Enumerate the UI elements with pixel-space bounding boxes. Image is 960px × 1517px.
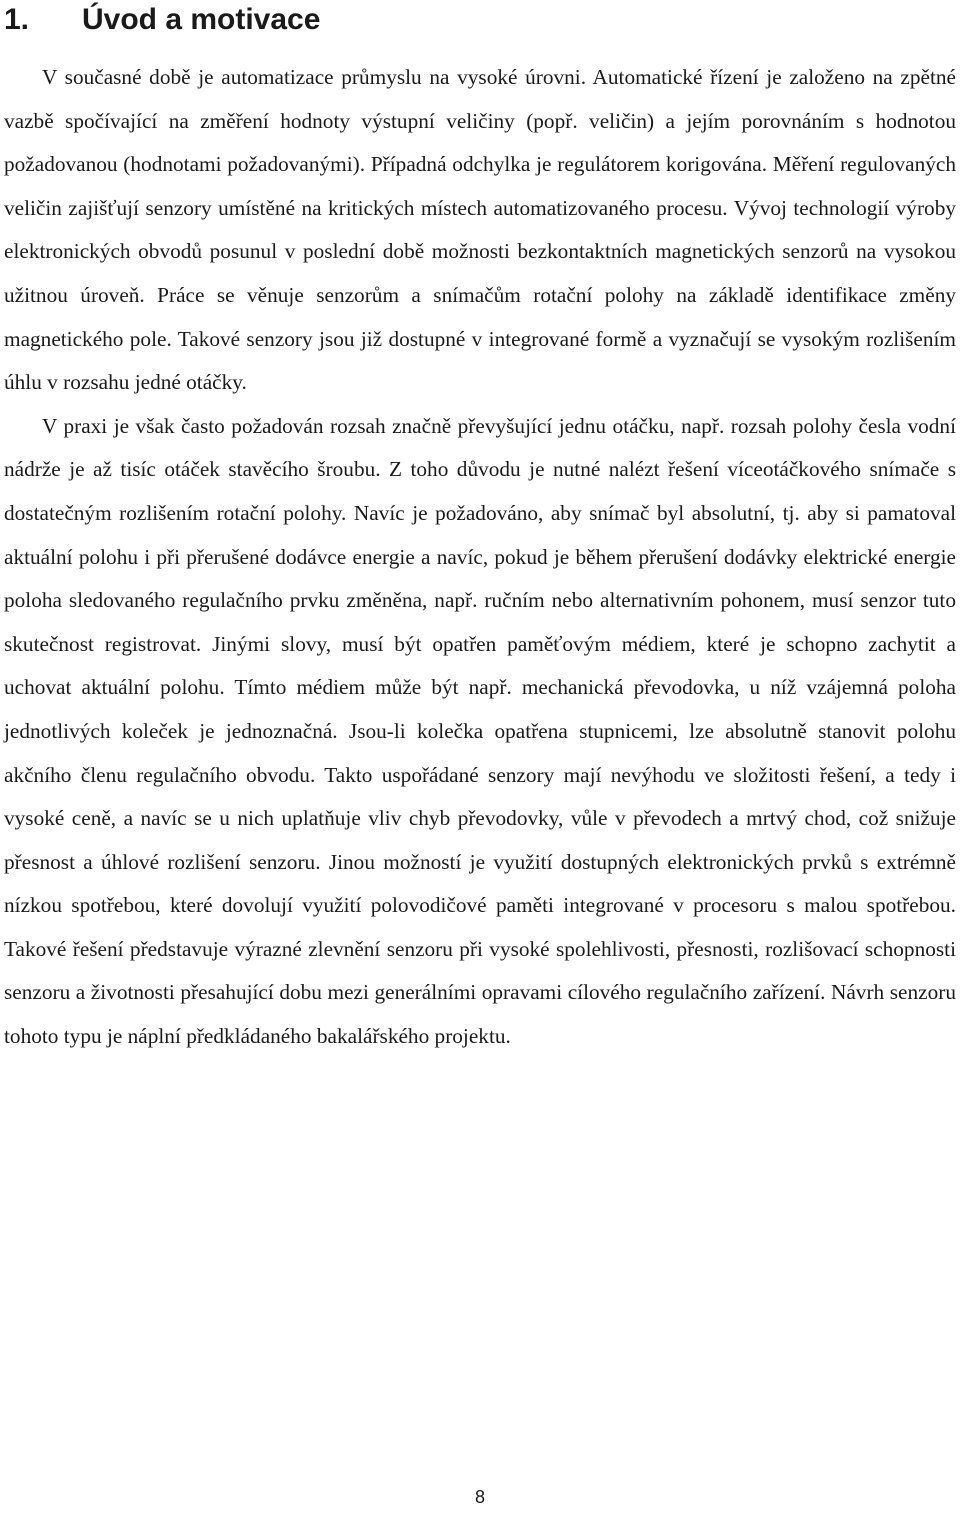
paragraph-practice: V praxi je však často požadován rozsah značně převyšující jednu otáčku, např. rozsah polohy česla vodní nádrže je až tisíc otáček stavěcího šroubu. Z toho důvodu je nutné nalézt řešení víceotáčkového snímače s dostatečným rozlišením rotační polohy. Navíc je požadováno, aby snímač byl absolutní, tj. aby si pamatoval aktuální polohu i při přerušené dodávce energie a navíc, pokud je během přerušení dodávky elektrické energie poloha sledovaného regulačního prvku změněna, např. ručním nebo alternativním pohonem, musí senzor tuto skutečnost registrovat. Jinými slovy, musí být opatřen paměťovým médiem, které je schopno zachytit a uchovat aktuální polohu. Tímto médiem může být např. mechanická převodovka, u níž vzájemná poloha jednotlivých koleček je jednoznačná. Jsou-li kolečka opatřena stupnicemi, lze absolutně stanovit polohu akčního členu regulačního obvodu. Takto uspořádané senzory mají nevýhodu ve složitosti řešení, a tedy i vysoké ceně, a navíc se u nich uplatňuje vliv chyb převodovky, vůle v převodech a mrtvý chod, což snižuje přesnost a úhlové rozlišení senzoru. Jinou možností je využití dostupných elektronických prvků s extrémně nízkou spotřebou, které dovolují využití polovodičové paměti integrované v procesoru s malou spotřebou. Takové řešení představuje výrazné zlevnění senzoru při vysoké spolehlivosti, přesnosti, rozlišovací schopnosti senzoru a životnosti přesahující dobu mezi generálními opravami cílového regulačního zařízení. Návrh senzoru tohoto typu je náplní předkládaného bakalářského projektu. [4, 413, 956, 1049]
section-title: Úvod a motivace [82, 3, 321, 36]
section-heading [4, 0, 320, 40]
section-number: 1. [4, 3, 30, 36]
body-text [4, 56, 956, 1059]
page-number: 8 [474, 1487, 485, 1507]
paragraph-intro: V současné době je automatizace průmyslu na vysoké úrovni. Automatické řízení je založeno na zpětné vazbě spočívající na změření hodnoty výstupní veličiny (popř. veličin) a jejím porovnáním s hodnotou požadovanou (hodnotami požadovanými). Případná odchylka je regulátorem korigována. Měření regulovaných veličin zajišťují senzory umístěné na kritických místech automatizovaného procesu. Vývoj technologií výroby elektronických obvodů posunul v poslední době možnosti bezkontaktních magnetických senzorů na vysokou užitnou úroveň. Práce se věnuje senzorům a snímačům rotační polohy na základě identifikace změny magnetického pole. Takové senzory jsou již dostupné v integrované formě a vyznačují se vysokým rozlišením úhlu v rozsahu jedné otáčky. [4, 65, 956, 395]
